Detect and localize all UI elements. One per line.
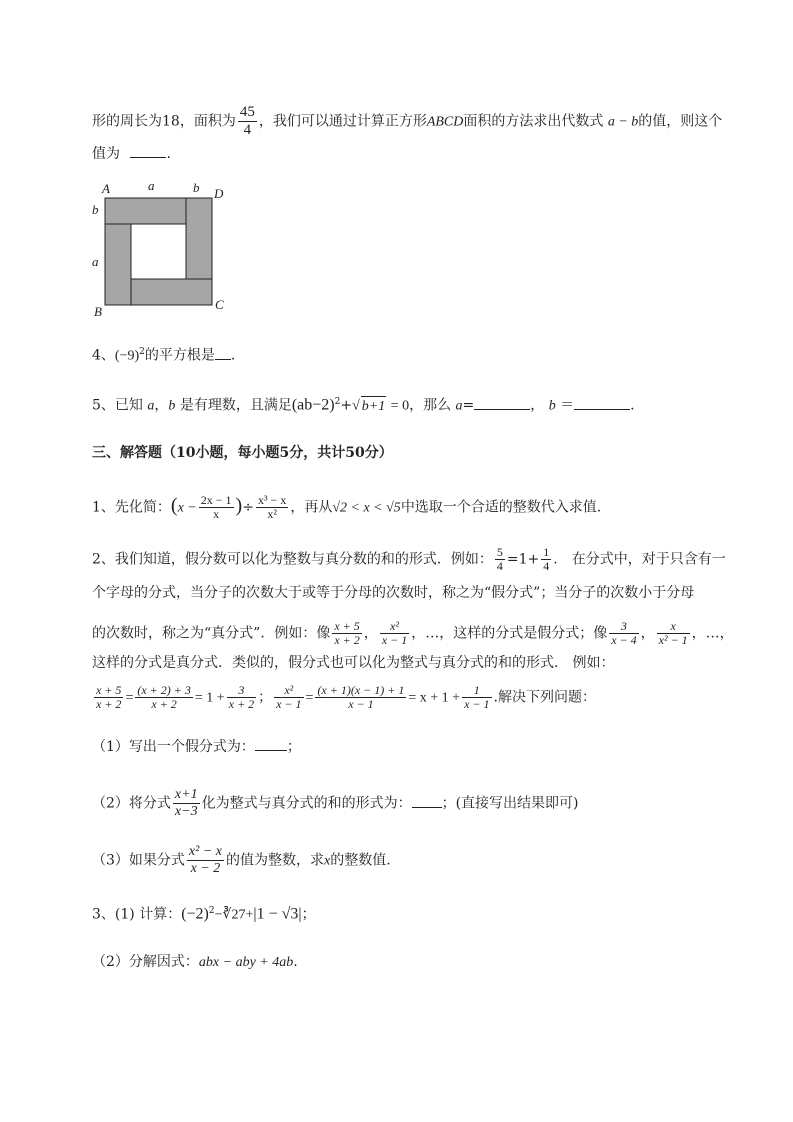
section-3-title: 三、解答题（10小题，每小题5分，共计50分） [92,445,393,461]
q3-square-name: ABCD [426,114,464,130]
p2-sub1-answer-blank[interactable] [255,736,287,751]
q5: 5、已知 a，b 是有理数，且满足$(ab-2)^2+√$ b+1 = 0，那么 a= ， b ＝ . [92,392,635,417]
problem-2-line2: 个字母的分式，当分子的次数大于或等于分母的次数时，称之为“假分式”；当分子的次数小于分母 [92,585,695,601]
q3-area-fraction: $\frac{45}{4}$ [239,104,255,138]
q3-expression: a − b [607,114,639,130]
problem-2-line1: 2、我们知道，假分数可以化为整数与真分数的和的形式．例如： $\frac{5}{4}$ =1+ $\frac{1}{4}$ . 在分式中，对于只含有一 [92,545,726,573]
q5-expression: (ab−2) [291,396,335,414]
q3-answer-blank[interactable] [130,143,166,158]
rect-left [105,224,131,305]
label-B: B [94,304,102,319]
label-b-top: b [193,180,200,195]
q5-a-answer-blank[interactable] [474,395,530,410]
p2-sub2-answer-blank[interactable] [412,793,442,808]
p1-range: √2 < x < √5 [332,500,401,516]
rect-right [186,198,212,279]
q4-answer-blank[interactable] [215,345,231,360]
problem-2-line4: 这样的分式是真分式．类似的，假分式也可以化为整式与真分式的和的形式． 例如： [92,655,615,671]
problem-1: 1、先化简：(x − $\frac{2x - 1}{x}$ )÷ $\frac{\text{x³ − x}}{\text{x²}}$ ，再从√2 < x < √5中选取一个合适的整数代入求值. [92,493,602,521]
q3-line1: 形的周长为18，面积为 $\frac{45}{4}$ ，我们可以通过计算正方形ABCD面积的方法求出代数式 a − b的值，则这个 [92,104,723,138]
q3-line2: 值为 . [92,143,171,164]
q3-text-a: 形的周长为18，面积为 [92,113,236,130]
problem-3-line1: 3、(1) 计算：$(-2)^2-∛27+|1 - √3|$； [92,905,316,923]
p1-fraction-2: $\frac{\text{x³ − x}}{\text{x²}}$ [257,493,287,521]
label-D: D [214,186,224,201]
problem-2-sub2: （2）将分式 $\frac{x+1}{x-3}$ 化为整式与真分式的和的形式为： ；(直接写出结果即可) [92,787,579,819]
square-figure [92,178,242,323]
label-A: A [102,181,110,196]
problem-2-line3: 的次数时，称之为“真分式”．例如：像 $\frac{x + 5}{x + 2}$ ， $\frac{\text{x²}}{x - 1}$ ，…，这样的分式是假分式；像 $\frac{3}{x - 4}$ ， $\frac{x}{\text{x² − 1}}$ ，…， [92,619,734,647]
q4-expression: (−9) [114,348,140,364]
rect-bottom [131,279,212,305]
p1-fraction-1: $\frac{2x - 1}{x}$ [200,493,232,521]
problem-3-line2: （2）分解因式：abx − aby + 4ab. [92,954,298,970]
label-a-left: a [92,254,99,269]
q5-b-answer-blank[interactable] [574,395,630,410]
problem-2-sub1: （1）写出一个假分式为： ； [92,736,301,757]
label-b-left: b [92,202,99,217]
label-a-top: a [148,178,155,193]
problem-2-sub3: （3）如果分式 $\frac{\text{x² − x}}{x - 2}$ 的值为整数，求x的整数值. [92,844,391,876]
label-C: C [215,297,224,312]
rect-top [105,198,186,224]
problem-2-line5: $\frac{x + 5}{x + 2}$ = $\frac{(x + 2) + 3}{x + 2}$ = 1 + $\frac{3}{x + 2}$ ； $\frac{\text{x²}}{x - 1}$ = $\frac{(x + 1)(x - 1) + 1}{x - 1}$ = x + 1 + $\frac{1}{x - 1}$ .解决下列问题： [96,683,596,711]
q4: 4、$(-9)^2$的平方根是 . [92,342,235,367]
